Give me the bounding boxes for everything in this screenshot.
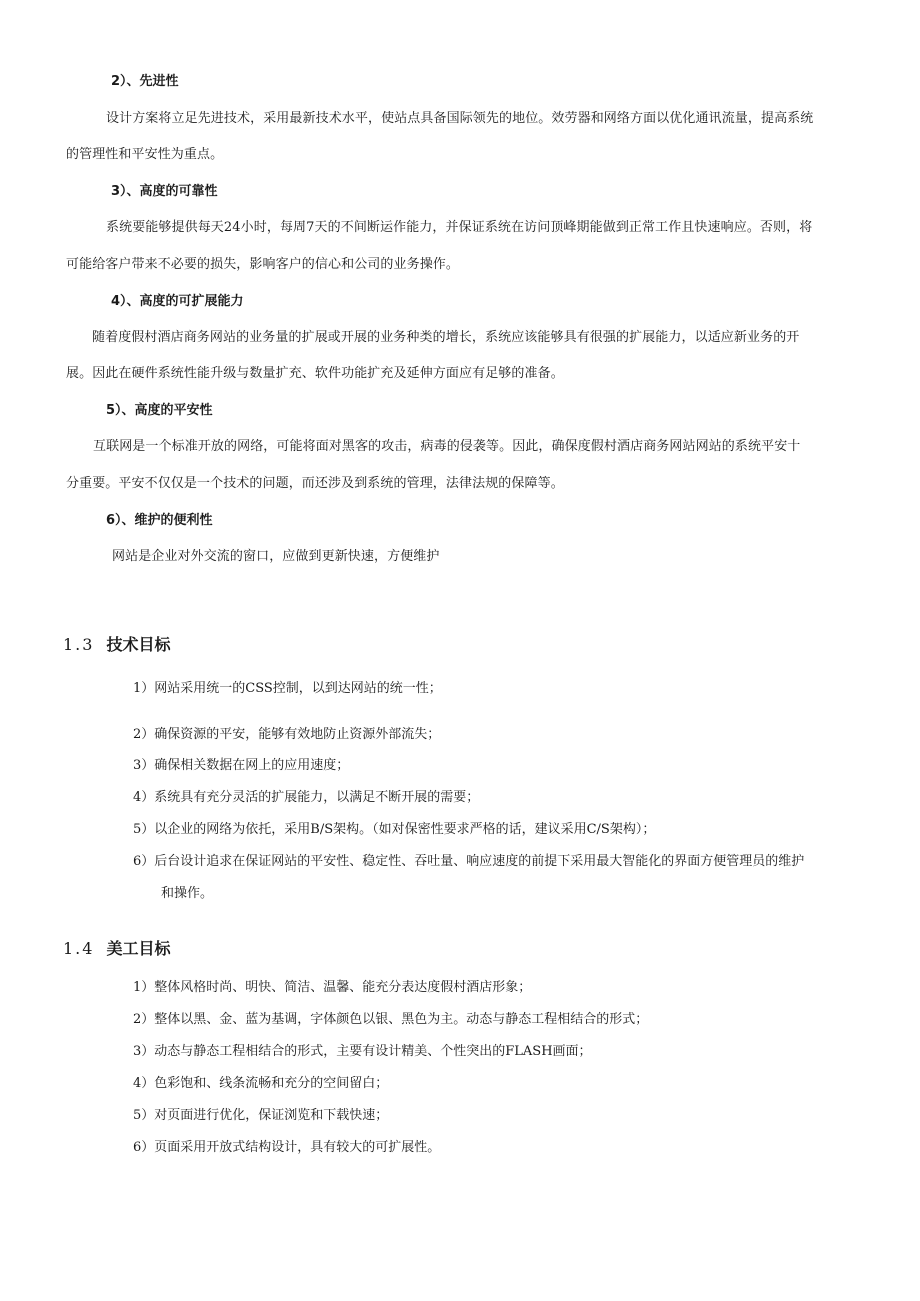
feature-paragraph-line: 的管理性和平安性为重点。	[66, 147, 224, 162]
feature-paragraph-line: 展。因此在硬件系统性能升级与数量扩充、软件功能扩充及延伸方面应有足够的准备。	[66, 366, 564, 381]
feature-paragraph-line: 随着度假村酒店商务网站的业务量的扩展或开展的业务种类的增长，系统应该能够具有很强的扩展能力，以适应新业务的开	[92, 330, 800, 345]
section-heading-art-goals	[63, 936, 170, 959]
feature-paragraph-line: 设计方案将立足先进技术，采用最新技术水平，使站点具备国际领先的地位。效劳器和网络方面以优化通讯流量，提高系统	[106, 111, 814, 126]
list-item: 6）页面采用开放式结构设计，具有较大的可扩展性。	[133, 1140, 441, 1155]
feature-heading-reliability: 3）、高度的可靠性	[111, 184, 218, 199]
section-number: 1.4	[63, 939, 95, 958]
feature-heading-security: 5）、高度的平安性	[106, 403, 213, 418]
feature-paragraph-line: 网站是企业对外交流的窗口，应做到更新快速，方便维护	[112, 549, 440, 564]
feature-heading-scalability: 4）、高度的可扩展能力	[111, 294, 244, 309]
section-number: 1.3	[63, 635, 95, 654]
section-heading-tech-goals	[63, 632, 170, 655]
feature-paragraph-line: 可能给客户带来不必要的损失，影响客户的信心和公司的业务操作。	[66, 257, 460, 272]
list-item-continuation: 和操作。	[161, 886, 214, 901]
list-item: 5）以企业的网络为依托，采用B/S架构。（如对保密性要求严格的话，建议采用C/S架构）；	[133, 822, 656, 837]
section-title: 美工目标	[106, 939, 171, 958]
feature-paragraph-line: 互联网是一个标准开放的网络，可能将面对黑客的攻击，病毒的侵袭等。因此，确保度假村酒店商务网站网站的系统平安十	[93, 439, 801, 454]
list-item: 4）系统具有充分灵活的扩展能力，以满足不断开展的需要；	[133, 790, 480, 805]
list-item: 4）色彩饱和、线条流畅和充分的空间留白；	[133, 1076, 389, 1091]
list-item: 1）网站采用统一的CSS控制，以到达网站的统一性；	[133, 681, 442, 696]
feature-paragraph-line: 分重要。平安不仅仅是一个技术的问题，而还涉及到系统的管理，法律法规的保障等。	[66, 476, 564, 491]
feature-heading-advanced: 2）、先进性	[111, 74, 179, 89]
list-item: 6）后台设计追求在保证网站的平安性、稳定性、吞吐量、响应速度的前提下采用最大智能化的界面方便管理员的维护	[133, 854, 805, 869]
list-item: 2）整体以黑、金、蓝为基调，字体颜色以银、黑色为主。动态与静态工程相结合的形式；	[133, 1012, 649, 1027]
list-item: 1）整体风格时尚、明快、简洁、温馨、能充分表达度假村酒店形象；	[133, 980, 532, 995]
list-item: 3）确保相关数据在网上的应用速度；	[133, 758, 350, 773]
list-item: 5）对页面进行优化，保证浏览和下载快速；	[133, 1108, 389, 1123]
feature-paragraph-line: 系统要能够提供每天24小时，每周7天的不间断运作能力，并保证系统在访问顶峰期能做到正常工作且快速响应。否则，将	[106, 220, 813, 235]
feature-heading-maintenance: 6）、维护的便利性	[106, 513, 213, 528]
section-title: 技术目标	[106, 635, 171, 654]
list-item: 3）动态与静态工程相结合的形式，主要有设计精美、个性突出的FLASH画面；	[133, 1044, 592, 1059]
list-item: 2）确保资源的平安，能够有效地防止资源外部流失；	[133, 727, 441, 742]
